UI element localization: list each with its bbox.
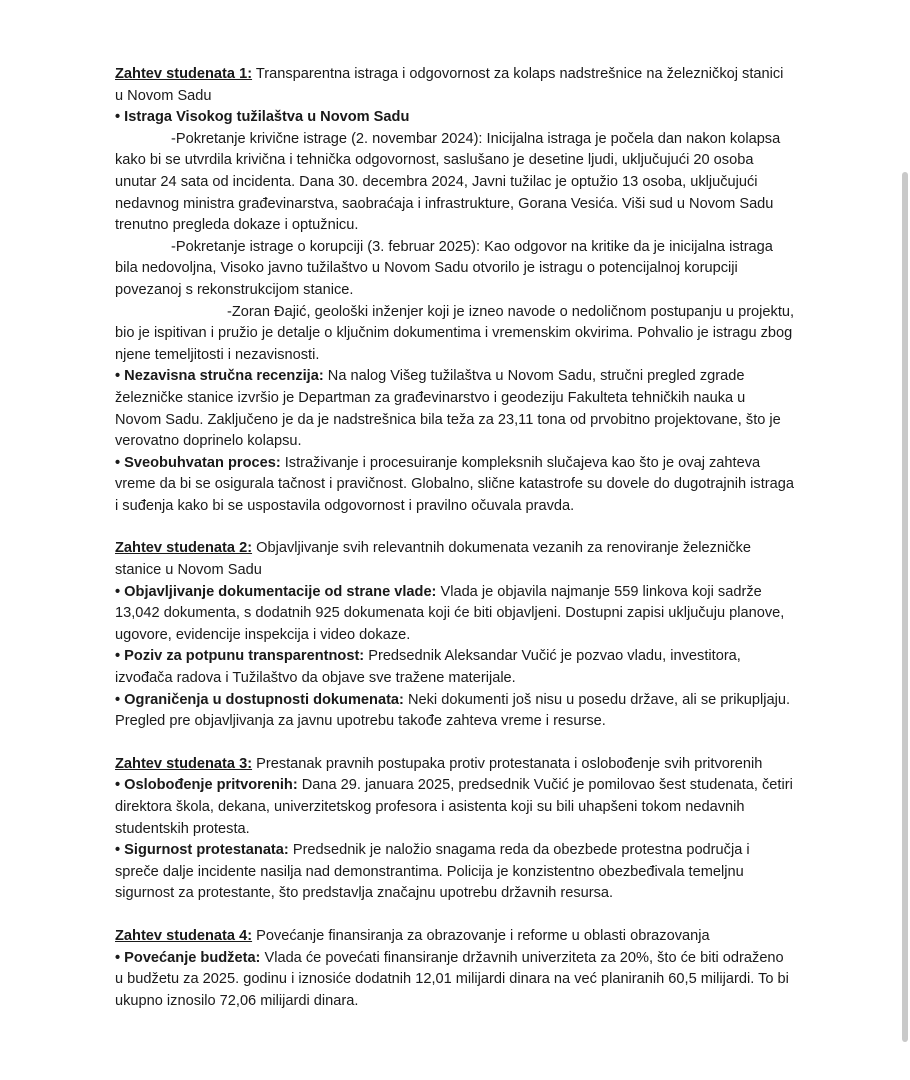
section-title: Povećanje finansiranja za obrazovanje i reforme u oblasti obrazovanja <box>252 927 710 944</box>
scrollbar-thumb[interactable] <box>902 172 908 1042</box>
bullet-text: Vlada će povećati finansiranje državnih univerziteta za 20%, što će biti odraženo u budžetu za 2025. godinu i iznosiće dodatnih 12,01 milijardi dinara na već planiranih 60,5 milijardi. To bi ukupno iznosilo 72,06 milijardi dinara. <box>115 949 789 1009</box>
section-title: Objavljivanje svih relevantnih dokumenata vezanih za renoviranje železničke stanice u Novom Sadu <box>115 540 751 579</box>
section-3-header <box>115 754 795 776</box>
section-1-header <box>115 64 795 107</box>
bullet-marker: • <box>115 454 125 471</box>
section-label: Zahtev studenata 3: <box>115 755 253 772</box>
paragraph <box>115 129 795 237</box>
bullet-marker: • <box>115 842 125 859</box>
section-label: Zahtev studenata 2: <box>115 540 253 557</box>
bullet-marker: • <box>115 368 125 385</box>
paragraph <box>115 302 795 367</box>
bullet-marker: • <box>115 648 125 665</box>
section-label: Zahtev studenata 4: <box>115 927 253 944</box>
paragraph-text: -Zoran Đajić, geološki inženjer koji je izneo navode o nedoličnom postupanju u projektu, bio je ispitivan i pružio je detalje o ključnim dokumentima i vremenskim okvirima. Pohvalio je istragu zbog njene temeljitosti i nezavisnosti. <box>115 303 795 363</box>
bullet-item <box>115 840 795 905</box>
bullet-marker: • <box>115 949 125 966</box>
bullet-text: Dana 29. januara 2025, predsednik Vučić je pomilovao šest studenata, četiri direktora škola, dekana, univerzitetskog profesora i asistenta koji su bili uhapšeni tokom nedavnih studentskih protesta. <box>115 777 793 837</box>
bullet-text: Istraživanje i procesuiranje kompleksnih slučajeva kao što je ovaj zahteva vreme da bi se osigurala tačnost i pravičnost. Globalno, slične katastrofe su dovele do dugotrajnih istraga i suđenja kako bi se uspostavila odgovornost i pravilno očuvala pravda. <box>115 454 794 514</box>
bullet-item <box>115 453 795 518</box>
bullet-heading <box>115 107 795 129</box>
bullet-item <box>115 690 795 733</box>
section-2-header <box>115 538 795 581</box>
bullet-label: Poziv za potpunu transparentnost: <box>124 648 365 665</box>
section-4-header <box>115 926 795 948</box>
bullet-marker: • <box>115 109 125 126</box>
section-label: Zahtev studenata 1: <box>115 66 253 82</box>
paragraph-text: -Pokretanje istrage o korupciji (3. februar 2025): Kao odgovor na kritike da je inicijalna istraga bila nedovoljna, Visoko javno tužilaštvo u Novom Sadu otvorilo je istragu o potencijalnoj korupciji povezanoj s rekonstrukcijom stanice. <box>115 238 773 298</box>
bullet-text: Neki dokumenti još nisu u posedu države, ali se prikupljaju. Pregled pre objavljivanja za javnu upotrebu takođe zahteva vreme i resurse. <box>115 691 791 730</box>
bullet-label: Sveobuhvatan proces: <box>124 454 281 471</box>
bullet-marker: • <box>115 777 125 794</box>
section-title: Prestanak pravnih postupaka protiv protestanata i oslobođenje svih pritvorenih <box>252 755 763 772</box>
heading-text: Istraga Visokog tužilaštva u Novom Sadu <box>124 109 410 126</box>
bullet-item <box>115 582 795 647</box>
bullet-text: Na nalog Višeg tužilaštva u Novom Sadu, stručni pregled zgrade železničke stanice izvršio je Departman za građevinarstvo i geodeziju Fakulteta tehničkih nauka u Novom Sadu. Zaključeno je da je nadstrešnica bila teža za 23,11 tona od prvobitno projektovane, što je verovatno doprinelo kolapsu. <box>115 368 781 450</box>
bullet-text: Predsednik je naložio snagama reda da obezbede protestna područja i spreče dalje incidente nasilja nad demonstrantima. Policija je konzistentno obezbeđivala temeljnu sigurnost za protestante, što predstavlja značajnu upotrebu državnih resursa. <box>115 842 750 902</box>
paragraph-text: -Pokretanje krivične istrage (2. novembar 2024): Inicijalna istraga je počela dan nakon kolapsa kako bi se utvrdila krivična i tehnička odgovornost, saslušano je desetine ljudi, uključujući 20 osoba unutar 24 sata od incidenta. Dana 30. decembra 2024, Javni tužilac je optužio 13 osoba, uključujući nedavnog ministra građevinarstva, saobraćaja i infrastrukture, Gorana Vesića. Viši sud u Novom Sadu trenutno pregleda dokaze i optužnicu. <box>115 130 781 234</box>
bullet-label: Ograničenja u dostupnosti dokumenata: <box>124 691 404 708</box>
bullet-label: Oslobođenje pritvorenih: <box>124 777 298 794</box>
document-body <box>115 64 795 1012</box>
bullet-item <box>115 646 795 689</box>
bullet-label: Objavljivanje dokumentacije od strane vlade: <box>124 583 437 600</box>
bullet-marker: • <box>115 583 125 600</box>
bullet-label: Sigurnost protestanata: <box>124 842 289 859</box>
bullet-text: Predsednik Aleksandar Vučić je pozvao vladu, investitora, izvođača radova i Tužilaštvo da objave sve tražene materijale. <box>115 648 741 687</box>
bullet-label: Povećanje budžeta: <box>124 949 261 966</box>
bullet-item <box>115 948 795 1013</box>
paragraph <box>115 237 795 302</box>
bullet-marker: • <box>115 691 125 708</box>
section-title: Transparentna istraga i odgovornost za kolaps nadstrešnice na železničkoj stanici u Novom Sadu <box>115 66 784 104</box>
bullet-item <box>115 366 795 452</box>
vertical-scrollbar[interactable] <box>900 0 908 1080</box>
bullet-item <box>115 775 795 840</box>
bullet-label: Nezavisna stručna recenzija: <box>124 368 324 385</box>
bullet-text: Vlada je objavila najmanje 559 linkova koji sadrže 13,042 dokumenta, s dodatnih 925 dokumenata koji će biti objavljeni. Dostupni zapisi uključuju planove, ugovore, evidencije inspekcija i video dokaze. <box>115 583 785 643</box>
